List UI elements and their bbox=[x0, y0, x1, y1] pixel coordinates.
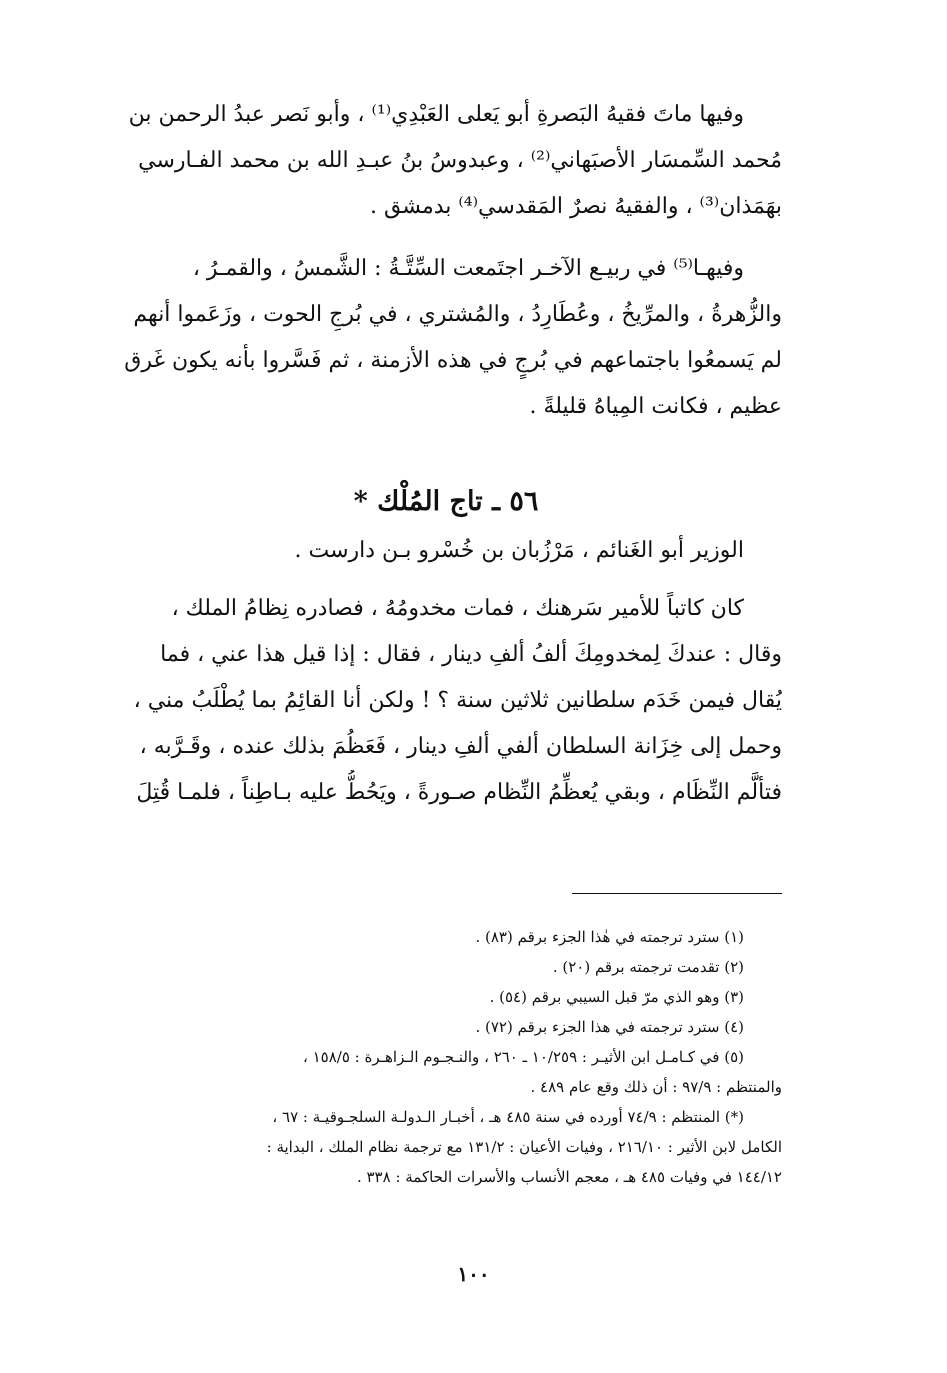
text-line: لم يَسمعُوا باجتماعهم في بُرجٍ في هذه الأزمنة ، ثم فَسَّروا بأنه يكون غَرق bbox=[124, 348, 782, 373]
paragraph-2 bbox=[110, 246, 782, 430]
text-line: عظيم ، فكانت المِياهُ قليلةً . bbox=[529, 394, 782, 419]
footnote: (٣) وهو الذي مرّ قبل السيبي برقم (٥٤) . bbox=[489, 988, 744, 1006]
text-line: وقال : عندكَ لِمخدومِكَ ألفُ ألفِ دينار ، فقال : إذا قيل هذا عني ، فما bbox=[160, 642, 782, 667]
page-number: ١٠٠ bbox=[457, 1262, 490, 1286]
section-heading: ٥٦ ـ تاج المُلْك * bbox=[353, 486, 539, 517]
section-paragraph bbox=[110, 586, 782, 816]
text-line: وحمل إلى خِزَانة السلطان ألفي ألفِ دينار ، فَعَظُمَ بذلك عنده ، وقَـرَّبه ، bbox=[139, 734, 782, 759]
paragraph-1 bbox=[110, 92, 782, 230]
footnote-divider bbox=[572, 893, 782, 894]
footnote: (١) سترد ترجمته في هٰذا الجزء برقم (٨٣) . bbox=[475, 928, 744, 946]
section-subheading: الوزير أبو الغَنائم ، مَرْزُبان بن خُسْرو بـن دارست . bbox=[294, 538, 744, 563]
footnote: (٤) سترد ترجمته في هذا الجزء برقم (٧٢) . bbox=[475, 1018, 744, 1036]
text-line: والزُّهرةُ ، والمرِّيخُ ، وعُطَارِدُ ، والمُشتري ، في بُرجِ الحوت ، وزَعَموا أنهم bbox=[133, 302, 782, 327]
text-line: يُقال فيمن خَدَم سلطانين ثلاثين سنة ؟ ! ولكن أنا القائِمُ بما يُطْلَبُ مني ، bbox=[133, 688, 782, 713]
text-line: مُحمد السِّمسَار الأصبَهاني⁽²⁾ ، وعبدوسُ بنُ عبـدِ الله بن محمد الفـارسي bbox=[138, 148, 782, 173]
footnote-continuation: الكامل لابن الأثير : ٢١٦/١٠ ، وفيات الأعيان : ١٣١/٢ مع ترجمة نظام الملك ، البداية : bbox=[266, 1138, 782, 1156]
text-line: فتألَّم النِّظَام ، وبقي يُعظِّمُ النِّظام صـورةً ، ويَحُطُّ عليه بـاطِناً ، فلمـا قُتِلَ bbox=[136, 780, 782, 805]
footnotes bbox=[110, 922, 782, 1192]
footnote-continuation: والمنتظم : ٩٧/٩ : أن ذلك وقع عام ٤٨٩ . bbox=[530, 1078, 782, 1096]
footnote: (٢) تقدمت ترجمته برقم (٢٠) . bbox=[552, 958, 744, 976]
footnote-continuation: ١٤٤/١٢ في وفيات ٤٨٥ هـ ، معجم الأنساب والأسرات الحاكمة : ٣٣٨ . bbox=[356, 1168, 782, 1186]
text-line: وفيهـا⁽⁵⁾ في ربيـع الآخـر اجتَمعت السِّتَّـةُ : الشَّمسُ ، والقمـرُ ، bbox=[192, 256, 744, 281]
text-line: وفيها ماتَ فقيهُ البَصرةِ أبو يَعلى العَبْدِي⁽¹⁾ ، وأبو نَصر عبدُ الرحمن بن bbox=[128, 102, 744, 127]
text-line: بهَمَذان⁽³⁾ ، والفقيهُ نصرٌ المَقدسي⁽⁴⁾ بدمشق . bbox=[369, 194, 782, 219]
footnote: (٥) في كـامـل ابن الأثيـر : ١٠/٢٥٩ ـ ٢٦٠ ، والنـجـوم الـزاهـرة : ١٥٨/٥ ، bbox=[303, 1048, 744, 1066]
text-line: كان كاتباً للأمير سَرهنك ، فمات مخدومُهُ ، فصادره نِظامُ الملك ، bbox=[171, 596, 744, 621]
footnote: (*) المنتظم : ٧٤/٩ أورده في سنة ٤٨٥ هـ ، أخبـار الـدولـة السلجـوقيـة : ٦٧ ، bbox=[272, 1108, 744, 1126]
page-body bbox=[110, 92, 782, 816]
